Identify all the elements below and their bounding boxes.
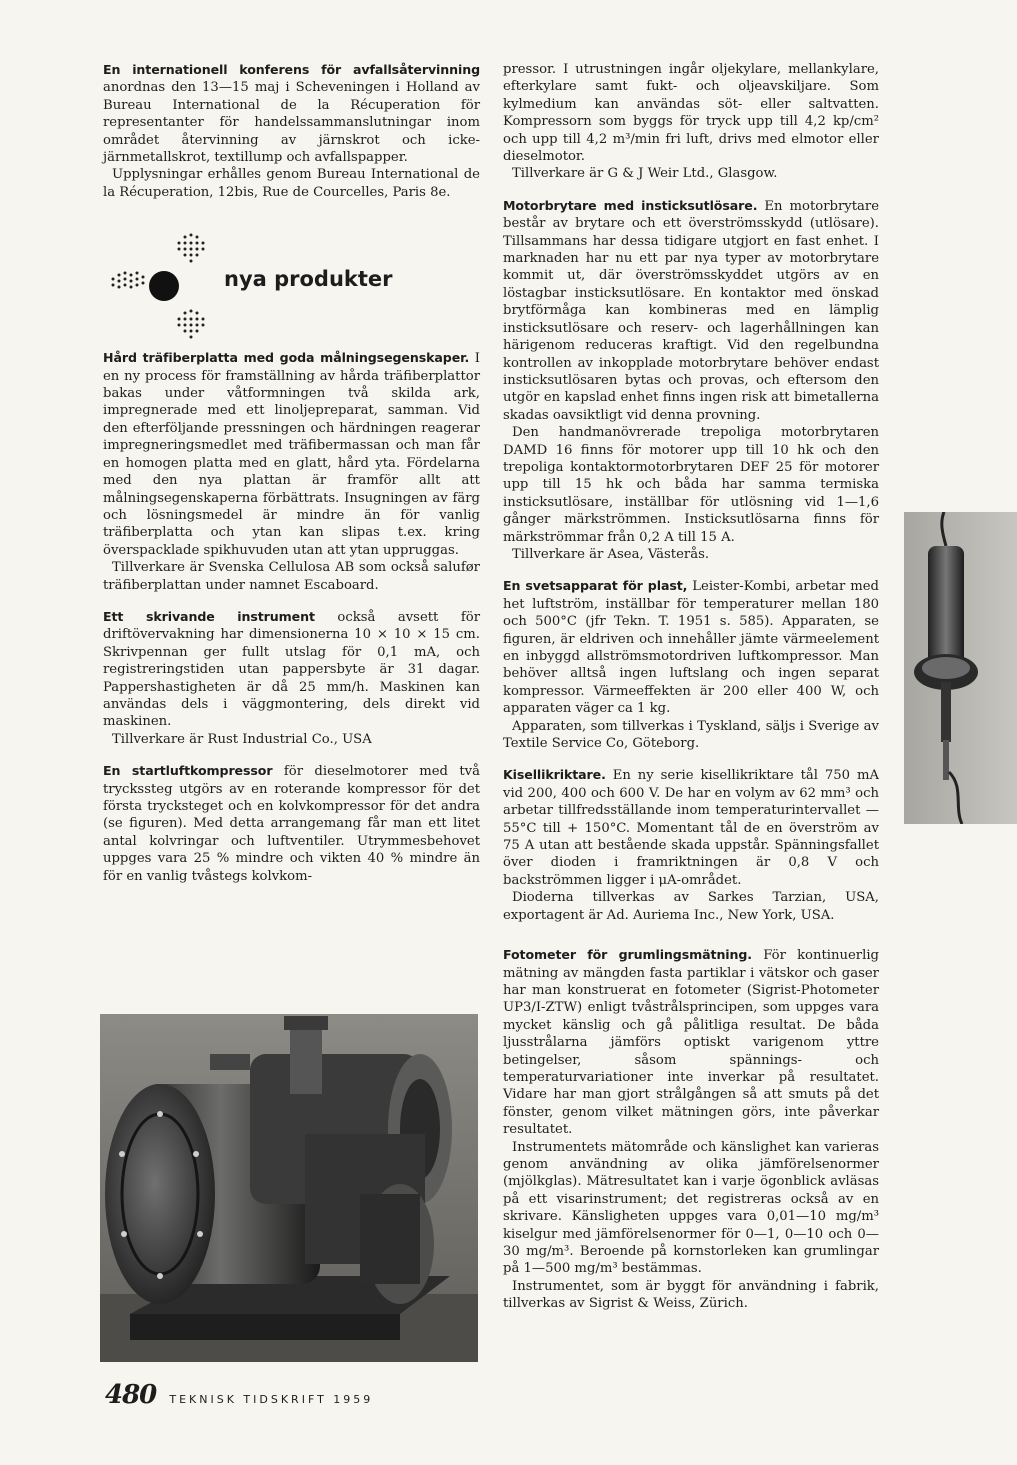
article-paragraph: Tillverkare är G & J Weir Ltd., Glasgow. bbox=[512, 166, 778, 182]
article-starting-compressor bbox=[103, 762, 480, 885]
article-paragraph: Upplysningar erhålles genom Bureau International de la Récuperation, 12bis, Rue de Courcelles, Paris 8e. bbox=[103, 167, 480, 200]
article-body: också avsett för driftövervakning har dimensionerna 10 × 10 × 15 cm. Skrivpennan ger fullt utslag för 0,1 mA, och registreringstiden utan pappersbyte är 31 dagar. Pappershastigheten är då 25 mm/h. Maskinen kan användas dels i väggmontering, dels direkt vid maskinen. bbox=[103, 609, 480, 730]
article-paragraph: Tillverkare är Asea, Västerås. bbox=[512, 546, 710, 562]
article-body: anordnas den 13—15 maj i Scheveningen i Holland av Bureau International de la Récuperation för representanter för handelssammanslutningar inom området återvinning av järnskrot och icke-järnmetallskrot, textillump och avfallspapper. bbox=[103, 80, 480, 166]
article-paragraph: Instrumentets mätområde och känslighet kan varieras genom användning av olika jämförelsenormer (mjölkglas). Mätresultatet kan i varje ögonblick avläsas på ett visarinstrument; det registreras också av en skrivare. Känsligheten uppges vara 0,01—10 mg/m³ kiselgur med jämförelsenormer för 0—1, 0—10 och 0—30 mg/m³. Beroende på kornstorleken kan grumlingar på 1—500 mg/m³ bestämmas. bbox=[503, 1139, 879, 1277]
article-paragraph: Apparaten, som tillverkas i Tyskland, säljs i Sverige av Textile Service Co, Göteborg. bbox=[503, 718, 879, 752]
article-silicon-rectifier bbox=[503, 766, 879, 924]
right-column bbox=[503, 61, 879, 1313]
article-fiberboard bbox=[103, 349, 480, 594]
article-paragraph: Tillverkare är Rust Industrial Co., USA bbox=[112, 731, 372, 747]
article-title: Kisellikriktare. bbox=[503, 767, 606, 783]
article-recording-instrument bbox=[103, 608, 480, 748]
article-welding-apparatus bbox=[503, 577, 879, 752]
article-title: Ett skrivande instrument bbox=[103, 608, 315, 624]
article-motor-breaker bbox=[503, 197, 879, 564]
article-title: En svetsapparat för plast, bbox=[503, 578, 688, 594]
article-body: I en ny process för framställning av hårda träfiberplattor bakas under våtformningen två skilda ark, impregnerade med ett linoljepreparat, samman. Vid den efterföljande pressningen och härdningen reagerar impregneringsmedlet med träfibermassan och man får en homogen platta med en glatt, hård yta. Fördelarna med den nya plattan är framför allt att målningsegenskaperna förbättrats. Insugningen av färg och lösningsmedel är mindre än för vanlig träfiberplatta och ytan kan slipas t.ex. kring överspacklade spikhuvuden utan att ytan uppruggas. bbox=[103, 351, 480, 558]
article-body: En ny serie kisellikriktare tål 750 mA vid 200, 400 och 600 V. De har en volym av 62 mm³ och arbetar tillfredsställande inom temperaturintervallet —55°C till + 150°C. Momentant tål de en överström av 75 A utan att bestående skada uppstår. Spänningsfallet över dioden i framriktningen är 0,8 V och backströmmen ligger i μA-området. bbox=[503, 768, 879, 888]
left-column bbox=[103, 61, 480, 885]
article-body: pressor. I utrustningen ingår oljekylare, mellankylare, efterkylare samt fukt- och oljeavskiljare. Som kylmedium kan användas söt- eller saltvatten. Kompressorn som byggs för tryck upp till 4,2 kp/cm² och upp till 4,2 m³/min fri luft, drivs med elmotor eller dieselmotor. bbox=[503, 62, 879, 165]
article-body: En motorbrytare består av brytare och ett överströmsskydd (utlösare). Tillsammans har dessa tidigare utgjort en fast enhet. I marknaden har nu ett par nya typer av motorbrytare kommit ut, där överströmsskyddet utgörs av en löstagbar insticksutlösare. En kontaktor med önskad brytförmåga kan kombineras med en lämplig insticksutlösare och reserv- och lagerhållningen kan härigenom reduceras kraftigt. Vid den regelbundna kontrollen av inkopplade motorbrytare behöver endast insticksutlösaren bytas och provas, och eftersom den utgör en kapslad enhet finns ingen risk att bimetallerna skadas oavsiktligt vid denna provning. bbox=[503, 198, 879, 423]
article-paragraph: Tillverkare är Svenska Cellulosa AB som också salufør träfiberplattan under namnet Escaboard. bbox=[103, 560, 480, 593]
article-conference bbox=[103, 61, 480, 201]
page-footer bbox=[105, 1380, 373, 1410]
article-body: för dieselmotorer med två tryckssteg utgörs av en roterande kompressor för det första trycksteget och en kolvkompressor för det andra (se figuren). Med detta arrangemang får man ett litet antal kolvringar och luftventiler. Utrymmesbehovet uppges vara 25 % mindre och vikten 40 % mindre än för en vanlig tvåstegs kolvkom- bbox=[103, 764, 480, 884]
article-paragraph: Den handmanövrerade trepoliga motorbrytaren DAMD 16 finns för motorer upp till 10 hk och den trepoliga kontaktormotorbrytaren DEF 25 för motorer upp till 15 hk och båda har samma termiska insticksutlösare, inställbar för utlösning vid 1—1,6 gånger märkströmmen. Insticksutlösarna finns för märkströmmar från 0,2 A till 15 A. bbox=[503, 425, 879, 545]
article-title: Motorbrytare med insticksutlösare. bbox=[503, 197, 758, 213]
article-paragraph: Dioderna tillverkas av Sarkes Tarzian, USA, exportagent är Ad. Auriema Inc., New York, USA. bbox=[503, 890, 879, 923]
article-compressor-continued bbox=[503, 61, 879, 183]
section-header bbox=[103, 221, 480, 349]
section-title: nya produkter bbox=[224, 267, 393, 292]
article-title: Fotometer för grumlingsmätning. bbox=[503, 947, 752, 963]
article-body: Leister-Kombi, arbetar med het luftström, inställbar för temperaturer mellan 180 och 500°C (jfr Tekn. T. 1951 s. 585). Apparaten, se figuren, är eldriven och innehåller jämte värmeelement en inbyggd allströmsmotordriven luftkompressor. Man behöver alltså ingen luftslang och ingen separat kompressor. Värmeeffekten är 200 eller 400 W, och apparaten väger ca 1 kg. bbox=[503, 579, 879, 717]
article-title: Hård träfiberplatta med goda målningsegenskaper. bbox=[103, 350, 470, 366]
journal-name: TEKNISK TIDSKRIFT 1959 bbox=[169, 1393, 374, 1406]
article-photometer bbox=[503, 946, 879, 1313]
article-paragraph: Instrumentet, som är byggt för användning i fabrik, tillverkas av Sigrist & Weiss, Zürich. bbox=[503, 1278, 879, 1312]
page-number: 480 bbox=[105, 1380, 157, 1410]
compressor-photo bbox=[100, 1014, 478, 1362]
article-body: För kontinuerlig mätning av mängden fasta partiklar i vätskor och gaser har man konstruerat en fotometer (Sigrist-Photometer UP3/I-ZTW) enligt tvåstrålsprincipen, som uppges vara mycket känslig och gå pålitliga resultat. De båda ljusstrålarna jämförs optiskt varigenom yttre betingelser, såsom spännings- och temperaturvariationer inte inverkar på resultatet. Vidare har man gjort strålgången så att smuts på det fönster, genom vilket mätningen görs, inte påverkar resultatet. bbox=[503, 948, 879, 1138]
article-title: En internationell konferens för avfallsåtervinning bbox=[103, 62, 480, 77]
welding-apparatus-photo bbox=[904, 512, 1017, 824]
article-title: En startluftkompressor bbox=[103, 763, 273, 779]
